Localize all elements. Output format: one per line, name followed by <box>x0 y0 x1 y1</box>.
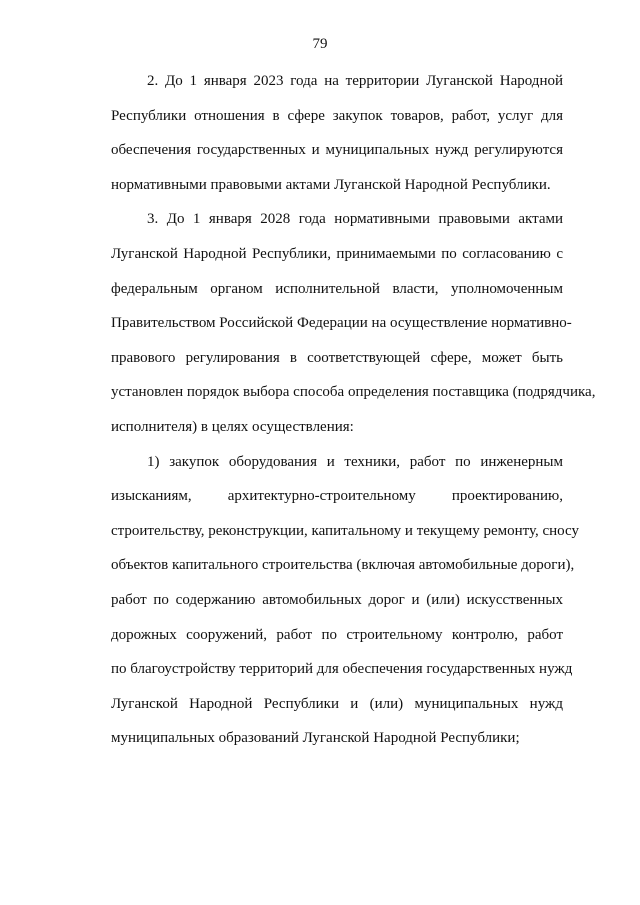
text-line: строительству, реконструкции, капитальному и текущему ремонту, сносу <box>111 522 580 539</box>
text-line: Республики отношения в сфере закупок товаров, работ, услуг для <box>111 107 563 124</box>
paragraph-3-item-1 <box>75 445 580 756</box>
text-line: установлен порядок выбора способа определения поставщика (подрядчика, <box>111 384 596 401</box>
text-line: дорожных сооружений, работ по строительному контролю, работ <box>111 626 563 643</box>
text-line: по благоустройству территорий для обеспечения государственных нужд <box>111 661 573 678</box>
paragraph-3 <box>75 202 596 444</box>
text-line: объектов капитального строительства (включая автомобильные дороги), <box>111 557 575 574</box>
text-line: правового регулирования в соответствующей сфере, может быть <box>111 349 563 366</box>
text-line: федеральным органом исполнительной власти, уполномоченным <box>111 280 563 297</box>
paragraph-2 <box>75 64 563 202</box>
text-line: исполнителя) в целях осуществления: <box>111 418 354 435</box>
document-body <box>75 64 596 756</box>
text-line: Луганской Народной Республики, принимаемыми по согласованию с <box>111 245 563 262</box>
text-line: нормативными правовыми актами Луганской Народной Республики. <box>111 176 551 193</box>
text-line: работ по содержанию автомобильных дорог и (или) искусственных <box>111 591 563 608</box>
text-line: 3. До 1 января 2028 года нормативными правовыми актами <box>147 211 563 228</box>
text-line: обеспечения государственных и муниципальных нужд регулируются <box>111 142 563 159</box>
text-line: 1) закупок оборудования и техники, работ по инженерным <box>147 453 563 470</box>
text-line: муниципальных образований Луганской Народной Республики; <box>111 730 520 747</box>
page-number: 79 <box>312 36 328 52</box>
text-line: изысканиям, архитектурно-строительному проектированию, <box>111 488 563 505</box>
text-line: Луганской Народной Республики и (или) муниципальных нужд <box>111 695 563 712</box>
text-line: 2. До 1 января 2023 года на территории Луганской Народной <box>147 73 563 89</box>
text-line: Правительством Российской Федерации на осуществление нормативно- <box>111 315 572 332</box>
